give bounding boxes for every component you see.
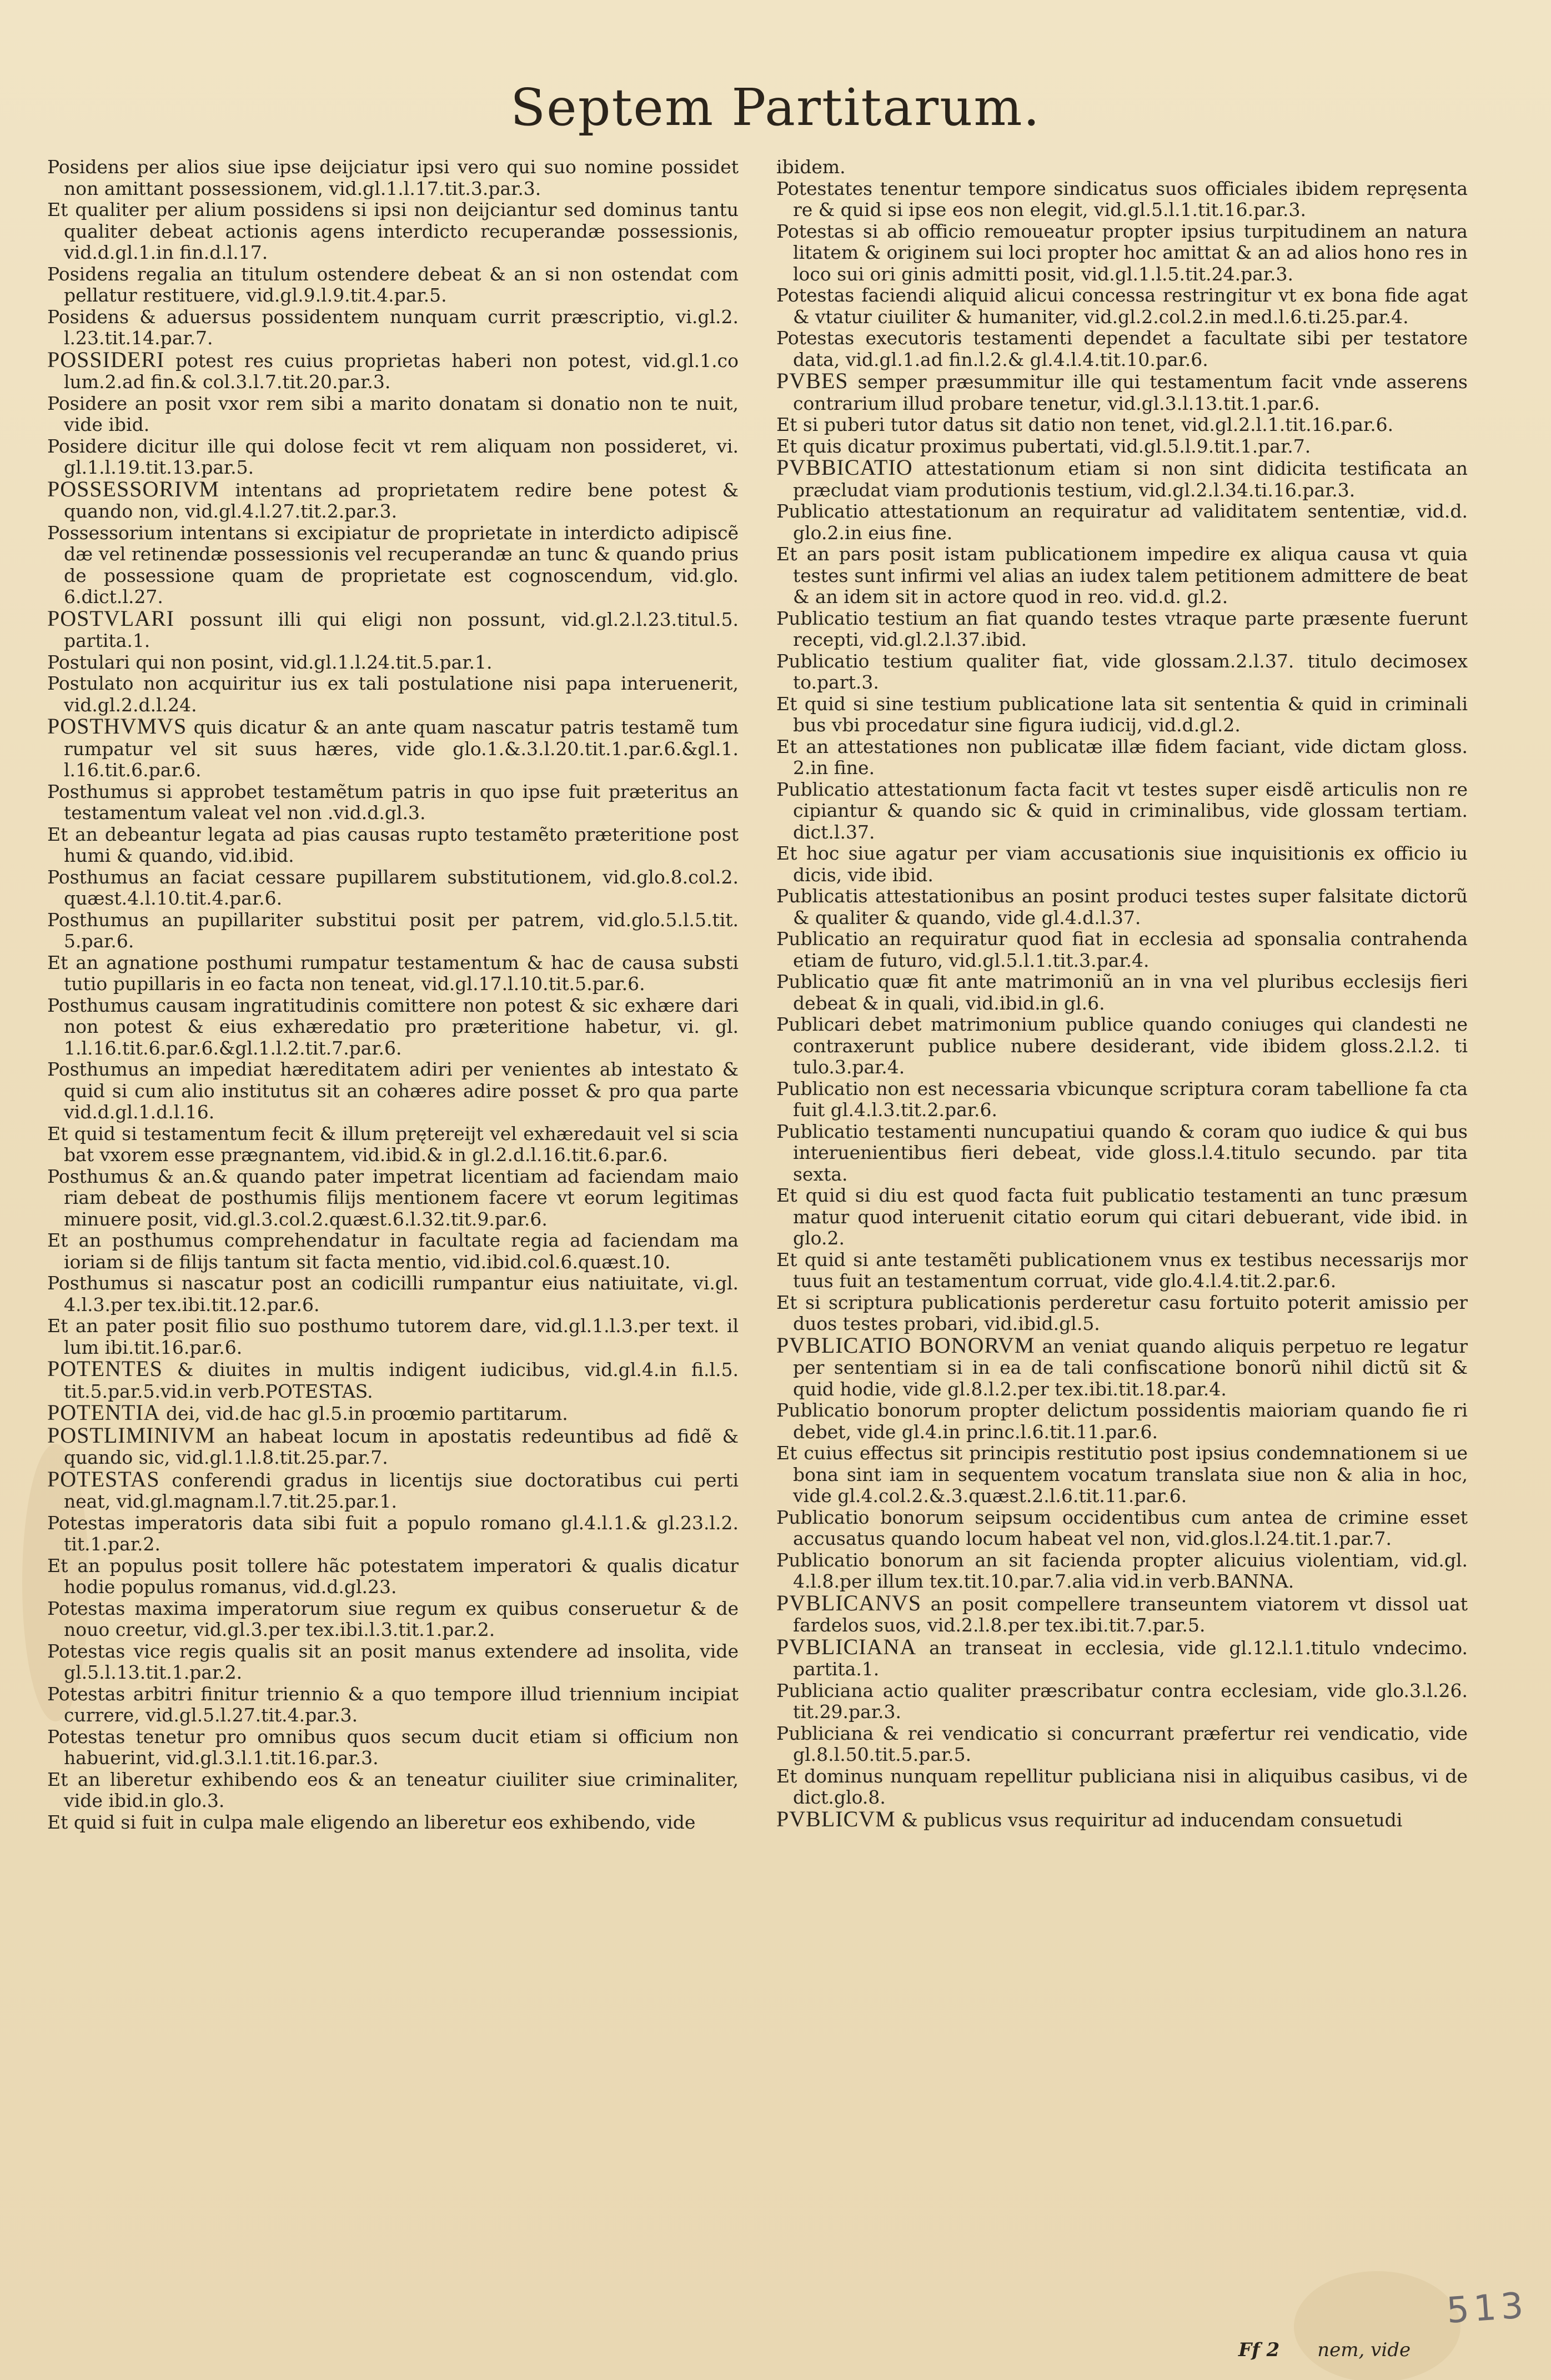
entry-text: conferendi gradus in licentijs siue doctoratibus cui perti neat, vid.gl.magnam.l.7.tit.25.par.1. — [64, 1469, 739, 1512]
paper-stain — [1294, 2271, 1460, 2380]
index-entry — [47, 1641, 739, 1684]
index-entry — [47, 952, 739, 995]
index-entry — [776, 414, 1468, 436]
index-entry — [47, 1812, 739, 1834]
entry-text: Potestas imperatoris data sibi fuit a populo romano gl.4.l.1.& gl.23.l.2. tit.1.par.2. — [47, 1512, 739, 1555]
entry-headword: POTENTIA — [47, 1400, 160, 1425]
entry-text: Posthumus & an.& quando pater impetrat licentiam ad faciendam maio riam debeat de posthumis filijs mentionem facere vt eorum legitimas minuere posit, vid.gl.3.col.2.quæst.6.l.32.tit.9.par.6. — [47, 1165, 739, 1230]
index-entry — [776, 971, 1468, 1014]
entry-text: Postulato non acquiritur ius ex tali postulatione nisi papa interuenerit, vid.gl.2.d.l.24. — [47, 672, 739, 716]
index-entry — [776, 221, 1468, 285]
index-entry — [776, 1332, 1468, 1400]
entry-text: Postulari qui non posint, vid.gl.1.l.24.tit.5.par.1. — [47, 651, 493, 673]
entry-text: Publiciana actio qualiter præscribatur contra ecclesiam, vide glo.3.l.26. tit.29.par.3. — [776, 1679, 1468, 1723]
entry-text: Potestas si ab officio remoueatur propter ipsius turpitudinem an natura litatem & originem sui loci propter hoc amittat & an ad alios hono res in loco sui ori ginis admitti posit, vid.gl.1.l.5.tit.24.par.3. — [776, 220, 1468, 285]
entry-headword: POTESTAS — [47, 1466, 160, 1492]
index-entry — [47, 1598, 739, 1641]
entry-text: Publicatio testium an fiat quando testes vtraque parte præsente fuerunt recepti, vid.gl.2.l.37.ibid. — [776, 607, 1468, 650]
entry-text: an veniat quando aliquis perpetuo re legatur per sententiam si in ea de tali confiscatione bonorũ nihil dictũ sit & quid hodie, vide gl.8.l.2.per tex.ibi.tit.18.par.4. — [793, 1335, 1468, 1400]
entry-headword: PVBLICIANA — [776, 1634, 917, 1659]
entry-text: Posthumus si nascatur post an codicilli rumpantur eius natiuitate, vi.gl. 4.l.3.per tex.ibi.tit.12.par.6. — [47, 1272, 739, 1315]
entry-text: Et an liberetur exhibendo eos & an teneatur ciuiliter siue criminaliter, vide ibid.in glo.3. — [47, 1768, 739, 1811]
entry-text: Et quid si fuit in culpa male eligendo an liberetur eos exhibendo, vide — [47, 1811, 696, 1833]
index-entry — [47, 1769, 739, 1812]
index-entry — [776, 328, 1468, 370]
index-entry — [47, 1726, 739, 1769]
index-entry — [776, 1185, 1468, 1249]
entry-text: Potestas maxima imperatorum siue regum ex quibus conseruetur & de nouo creetur, vid.gl.3.per tex.ibi.l.3.tit.1.par.2. — [47, 1597, 739, 1640]
entry-text: Et si puberi tutor datus sit datio non tenet, vid.gl.2.l.1.tit.16.par.6. — [776, 414, 1394, 435]
index-entry — [776, 1590, 1468, 1636]
index-entry — [776, 457, 1468, 501]
index-entry — [47, 1555, 739, 1598]
index-entry — [776, 886, 1468, 928]
entry-text: quis dicatur & an ante quam nascatur patris testamẽ tum rumpatur vel sit suus hæres, vide glo.1.&.3.l.20.tit.1.par.6.&gl.1. l.16.tit.6.par.6. — [64, 716, 739, 781]
entry-text: Et an populus posit tollere hãc potestatem imperatori & qualis dicatur hodie populus romanus, vid.d.gl.23. — [47, 1554, 739, 1598]
entry-text: Publicatio non est necessaria vbicunque scriptura coram tabellione fa cta fuit gl.4.l.3.tit.2.par.6. — [776, 1077, 1468, 1121]
index-entry — [47, 1230, 739, 1273]
index-entry — [47, 995, 739, 1060]
index-entry — [776, 1766, 1468, 1809]
entry-headword: POSTHVMVS — [47, 714, 187, 739]
index-entry — [47, 716, 739, 781]
index-entry — [47, 781, 739, 824]
index-entry — [47, 605, 739, 652]
entry-text: Possessorium intentans si excipiatur de proprietate in interdicto adipiscẽ dæ vel retinendæ possessionis vel recuperandæ an tunc & quando prius de possessione quam de proprietate est cognoscendum, vid.glo. 6.dict.l.27. — [47, 521, 739, 607]
signature-mark: Ff 2 — [1238, 2339, 1280, 2361]
entry-headword: PVBLICANVS — [776, 1590, 922, 1615]
index-entry — [776, 1249, 1468, 1292]
entry-text: Et si scriptura publicationis perderetur casu fortuito poterit amissio per duos testes probari, vid.ibid.gl.5. — [776, 1291, 1468, 1334]
entry-text: Posidens regalia an titulum ostendere debeat & an si non ostendat com pellatur restituere, vid.gl.9.l.9.tit.4.par.5. — [47, 263, 739, 306]
index-entry — [47, 393, 739, 436]
index-entry — [776, 501, 1468, 544]
entry-headword: POTENTES — [47, 1356, 163, 1381]
entry-text: Publicatio attestationum facta facit vt testes super eisdẽ articulis non re cipiantur & quando sic & quid in criminalibus, vide glossam tertiam. dict.l.37. — [776, 778, 1468, 843]
index-entry — [47, 1358, 739, 1402]
entry-text: Et qualiter per alium possidens si ipsi non deijciantur sed dominus tantu qualiter debeat actionis agens interdicto recuperandæ possessionis, vid.d.gl.1.in fin.d.l.17. — [47, 199, 739, 263]
entry-text: Et quid si ante testamẽti publicationem vnus ex testibus necessarijs mor tuus fuit an testamentum corruat, vide glo.4.l.4.tit.2.par.6. — [776, 1248, 1468, 1292]
index-entry — [776, 736, 1468, 779]
entry-text: ibidem. — [776, 156, 846, 178]
index-entry — [776, 1806, 1468, 1831]
entry-text: Publicatio attestationum an requiratur ad validitatem sententiæ, vid.d. glo.2.in eius fine. — [776, 500, 1468, 544]
entry-text: Posidens & aduersus possidentem nunquam currit præscriptio, vi.gl.2. l.23.tit.14.par.7. — [47, 305, 739, 349]
index-entry — [47, 199, 739, 264]
entry-text: Posidere dicitur ille qui dolose fecit vt rem aliquam non possideret, vi. gl.1.l.19.tit.13.par.5. — [47, 435, 739, 478]
entry-text: Publicari debet matrimonium publice quando coniuges qui clandesti ne contraxerunt publice nubere desiderant, vide ibidem gloss.2.l.2. ti tulo.3.par.4. — [776, 1013, 1468, 1078]
index-entry — [776, 1443, 1468, 1507]
entry-text: Et dominus nunquam repellitur publiciana nisi in aliquibus casibus, vi de dict.glo.8. — [776, 1765, 1468, 1808]
index-entry — [776, 779, 1468, 843]
entry-text: Et an debeantur legata ad pias causas rupto testamẽto præteritione post humi & quando, vid.ibid. — [47, 823, 739, 866]
index-entry — [47, 1422, 739, 1469]
entry-text: Et an pater posit filio suo posthumo tutorem dare, vid.gl.1.l.3.per text. il lum ibi.tit.16.par.6. — [47, 1315, 739, 1358]
entry-text: Publicatio quæ fit ante matrimoniũ an in vna vel pluribus ecclesijs fieri debeat & in quali, vid.ibid.in gl.6. — [776, 971, 1468, 1014]
entry-text: Et quid si testamentum fecit & illum prętereijt vel exhæredauit vel si scia bat vxorem esse prægnantem, vid.ibid.& in gl.2.d.l.16.tit.6.par.6. — [47, 1122, 739, 1166]
catchword: nem, vide — [1317, 2339, 1411, 2361]
entry-text: Potestas faciendi aliquid alicui concessa restringitur vt ex bona fide agat & vtatur ciuiliter & humaniter, vid.gl.2.col.2.in med.l.6.ti.25.par.4. — [776, 284, 1468, 328]
index-entry — [776, 928, 1468, 971]
entry-text: an habeat locum in apostatis redeuntibus ad fidẽ & quando sic, vid.gl.1.l.8.tit.25.par.7. — [64, 1425, 739, 1468]
index-entry — [47, 349, 739, 393]
index-entry — [47, 1059, 739, 1123]
index-entry — [47, 1402, 739, 1425]
entry-text: Et hoc siue agatur per viam accusationis siue inquisitionis ex officio iu dicis, vide ibid. — [776, 842, 1468, 886]
index-entry — [776, 178, 1468, 221]
entry-text: Potestas arbitri finitur triennio & a quo tempore illud triennium incipiat currere, vid.gl.5.l.27.tit.4.par.3. — [47, 1683, 739, 1726]
index-entry — [776, 285, 1468, 328]
entry-text: Posthumus an pupillariter substitui posit per patrem, vid.glo.5.l.5.tit. 5.par.6. — [47, 908, 739, 952]
entry-text: Potestas vice regis qualis sit an posit manus extendere ad insolita, vide gl.5.l.13.tit.1.par.2. — [47, 1640, 739, 1683]
index-entry — [776, 843, 1468, 886]
index-entry — [47, 867, 739, 910]
index-entry — [776, 651, 1468, 694]
entry-text: Et quis dicatur proximus pubertati, vid.gl.5.l.9.tit.1.par.7. — [776, 435, 1311, 457]
entry-text: Publicatio an requiratur quod fiat in ecclesia ad sponsalia contrahenda etiam de futuro, vid.gl.5.l.1.tit.3.par.4. — [776, 928, 1468, 971]
entry-text: Publicatio bonorum seipsum occidentibus cum antea de crimine esset accusatus quando locum habeat vel non, vid.glos.l.24.tit.1.par.7. — [776, 1506, 1468, 1549]
entry-text: Posthumus an impediat hæreditatem adiri per venientes ab intestato & quid si cum alio institutus sit an cohæres adire posset & pro qua parte vid.d.gl.1.d.l.16. — [47, 1058, 739, 1123]
index-entry — [776, 1078, 1468, 1121]
index-entry — [47, 523, 739, 608]
entry-text: Et an posthumus comprehendatur in facultate regia ad faciendam ma ioriam si de filijs tantum sit facta mentio, vid.ibid.col.6.quæst.10. — [47, 1229, 739, 1273]
index-entry — [47, 824, 739, 867]
entry-headword: POSSIDERI — [47, 347, 165, 372]
index-entry — [776, 1550, 1468, 1593]
index-entry — [47, 436, 739, 479]
entry-text: dei, vid.de hac gl.5.in proœmio partitarum. — [166, 1403, 568, 1424]
index-entry — [47, 1466, 739, 1513]
entry-text: Posthumus causam ingratitudinis comittere non potest & sic exhære dari non potest & eius exhæredatio pro præteritione habetur, vi. gl. 1.l.16.tit.6.par.6.&gl.1.l.2.tit.7.par.6. — [47, 994, 739, 1059]
handwritten-page-number: 513 — [1445, 2284, 1529, 2332]
entry-text: Posidens per alios siue ipse deijciatur ipsi vero qui suo nomine possidet non amittant possessionem, vid.gl.1.l.17.tit.3.par.3. — [47, 156, 739, 199]
entry-text: Et quid si diu est quod facta fuit publicatio testamenti an tunc præsum matur quod interuenit citatio eorum qui citari debuerant, vide ibid. in glo.2. — [776, 1184, 1468, 1249]
index-entry — [47, 1315, 739, 1358]
entry-text: attestationum etiam si non sint didicita testificata an præcludat viam produtionis testium, vid.gl.2.l.34.ti.16.par.3. — [793, 458, 1468, 501]
catchword-line — [1238, 2339, 1411, 2361]
entry-text: possunt illi qui eligi non possunt, vid.gl.2.l.23.titul.5. partita.1. — [64, 608, 739, 651]
entry-text: Et cuius effectus sit principis restitutio post ipsius condemnationem si ue bona sint iam in sequentem vocatum translata siue non & alia in hoc, vide gl.4.col.2.&.3.quæst.2.l.6.tit.11.par.6. — [776, 1442, 1468, 1507]
entry-text: Et an agnatione posthumi rumpatur testamentum & hac de causa substi tutio pupillaris in eo facta non teneat, vid.gl.17.l.10.tit.5.par.6. — [47, 951, 739, 995]
index-entry — [47, 1166, 739, 1231]
index-entry — [47, 307, 739, 349]
index-entry — [776, 1400, 1468, 1443]
entry-text: Publiciana & rei vendicatio si concurrant præfertur rei vendicatio, vide gl.8.l.50.tit.5.par.5. — [776, 1722, 1468, 1765]
index-entry — [47, 476, 739, 523]
index-entry — [47, 910, 739, 952]
entry-text: potest res cuius proprietas haberi non potest, vid.gl.1.co lum.2.ad fin.& col.3.l.7.tit.20.par.3. — [64, 349, 739, 393]
entry-text: Posidere an posit vxor rem sibi a marito donatam si donatio non te nuit, vide ibid. — [47, 392, 739, 435]
entry-headword: PVBLICVM — [776, 1806, 896, 1831]
entry-headword: POSSESSORIVM — [47, 476, 219, 501]
entry-text: Publicatio bonorum an sit facienda propter alicuius violentiam, vid.gl. 4.l.8.per illum tex.tit.10.par.7.alia vid.in verb.BANNA. — [776, 1549, 1468, 1592]
index-entry — [776, 1014, 1468, 1078]
entry-headword: POSTLIMINIVM — [47, 1422, 216, 1448]
index-entry — [776, 1292, 1468, 1335]
index-entry — [776, 1723, 1468, 1766]
index-entry — [47, 652, 739, 674]
entry-text: & diuites in multis indigent iudicibus, vid.gl.4.in fi.l.5. tit.5.par.5.vid.in verb.POTESTAS. — [64, 1359, 739, 1402]
index-entry — [776, 370, 1468, 414]
index-entry — [47, 264, 739, 307]
entry-text: Et an pars posit istam publicationem impedire ex aliqua causa vt quia testes sunt infirmi vel alias an iudex talem petitionem admittere de beat & an idem sit in actore quod in reo. vid.d. gl.2. — [776, 543, 1468, 607]
index-entry — [47, 1684, 739, 1726]
entry-text: Publicatio bonorum propter delictum possidentis maioriam quando fie ri debet, vide gl.4.in princ.l.6.tit.11.par.6. — [776, 1399, 1468, 1443]
entry-text: Publicatio testamenti nuncupatiui quando & coram quo iudice & qui bus interuenientibus fieri debeat, vide gloss.l.4.titulo secundo. par tita sexta. — [776, 1120, 1468, 1185]
entry-text: Potestas tenetur pro omnibus quos secum ducit etiam si officium non habuerint, vid.gl.3.l.1.tit.16.par.3. — [47, 1725, 739, 1769]
entry-text: Et an attestationes non publicatæ illæ fidem faciant, vide dictam gloss. 2.in fine. — [776, 735, 1468, 779]
entry-text: Potestates tenentur tempore sindicatus suos officiales ibidem repręsenta re & quid si ipse eos non elegit, vid.gl.5.l.1.tit.16.par.3. — [776, 177, 1468, 220]
entry-headword: POSTVLARI — [47, 605, 175, 631]
entry-text: semper præsummitur ille qui testamentum facit vnde asserens contrarium illud probare tenetur, vid.gl.3.l.13.tit.1.par.6. — [793, 371, 1468, 414]
entry-text: Publicatis attestationibus an posint produci testes super falsitate dictorũ & qualiter & quando, vide gl.4.d.l.37. — [776, 885, 1468, 928]
entry-text: Posthumus an faciat cessare pupillarem substitutionem, vid.glo.8.col.2. quæst.4.l.10.tit.4.par.6. — [47, 866, 739, 909]
entry-text: Et quid si sine testium publicatione lata sit sententia & quid in criminali bus vbi procedatur sine figura iudicij, vid.d.gl.2. — [776, 692, 1468, 736]
index-entry — [776, 1636, 1468, 1680]
entry-text: Publicatio testium qualiter fiat, vide glossam.2.l.37. titulo decimosex to.part.3. — [776, 650, 1468, 693]
page-title: Septem Partitarum. — [510, 78, 1041, 137]
index-entry — [776, 544, 1468, 608]
entry-headword: PVBBICATIO — [776, 455, 913, 480]
index-entry — [776, 1121, 1468, 1186]
right-column — [776, 157, 1468, 1831]
index-entry — [47, 157, 739, 199]
index-entry — [47, 1513, 739, 1555]
entry-text: Potestas executoris testamenti dependet a facultate sibi per testatore data, vid.gl.1.ad fin.l.2.& gl.4.l.4.tit.10.par.6. — [776, 327, 1468, 370]
entry-text: an posit compellere transeuntem viatorem vt dissol uat fardelos suos, vid.2.l.8.per tex.ibi.tit.7.par.5. — [793, 1593, 1468, 1636]
entry-headword: PVBES — [776, 368, 849, 393]
index-entry — [776, 694, 1468, 736]
index-entry — [47, 673, 739, 716]
entry-headword: PVBLICATIO BONORVM — [776, 1332, 1035, 1358]
index-entry — [776, 157, 1468, 178]
index-entry — [776, 1507, 1468, 1550]
left-column — [47, 157, 739, 1833]
index-entry — [776, 436, 1468, 458]
index-entry — [47, 1273, 739, 1315]
entry-text: an transeat in ecclesia, vide gl.12.l.1.titulo vndecimo. partita.1. — [793, 1636, 1468, 1680]
entry-text: Posthumus si approbet testamẽtum patris in quo ipse fuit præteritus an testamentum valeat vel non .vid.d.gl.3. — [47, 780, 739, 824]
index-entry — [47, 1123, 739, 1166]
entry-text: & publicus vsus requiritur ad inducendam consuetudi — [901, 1809, 1403, 1831]
index-entry — [776, 608, 1468, 651]
entry-text: intentans ad proprietatem redire bene potest & quando non, vid.gl.4.l.27.tit.2.par.3. — [64, 479, 739, 522]
index-entry — [776, 1680, 1468, 1723]
